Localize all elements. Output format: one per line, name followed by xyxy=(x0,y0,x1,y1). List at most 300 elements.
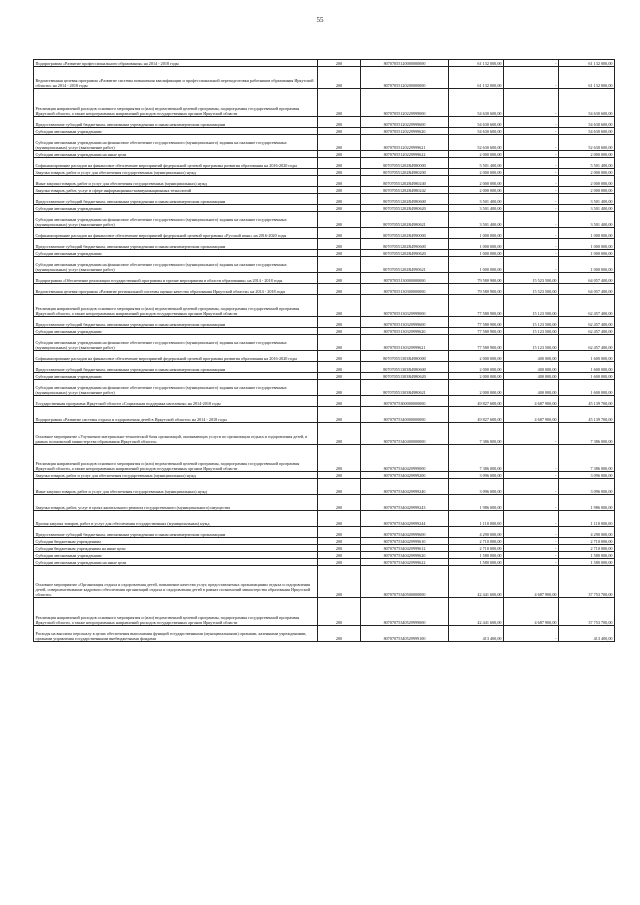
amount-total: 54 630 600,00 xyxy=(449,117,504,128)
admin-code: 200 xyxy=(318,552,361,559)
amount-federal: - xyxy=(504,67,559,89)
admin-code: 200 xyxy=(318,566,361,598)
admin-code: 200 xyxy=(318,495,361,511)
line-item-name: Софинансирование расходов на финансовое обеспечение мероприятий федеральной целевой программы «Русский язык» на 2016-2020 годы xyxy=(34,228,318,239)
amount-federal: - xyxy=(504,472,559,479)
table-row xyxy=(34,598,615,626)
classification-code: 80707075340429999244 xyxy=(361,511,449,527)
table-row xyxy=(34,151,615,158)
admin-code: 200 xyxy=(318,187,361,194)
amount-total: 49 827 600,00 xyxy=(449,396,504,407)
amount-federal: 15 123 500,00 xyxy=(504,335,559,351)
admin-code: 200 xyxy=(318,250,361,257)
amount-total: 61 132 000,00 xyxy=(449,67,504,89)
amount-regional: 1 580 000,00 xyxy=(559,552,615,559)
amount-regional: 62 457 400,00 xyxy=(559,317,615,328)
classification-code: 80707075300000000000 xyxy=(361,396,449,407)
admin-code: 200 xyxy=(318,228,361,239)
amount-regional: 3 096 000,00 xyxy=(559,479,615,495)
amount-federal: - xyxy=(504,151,559,158)
line-item-name: Субсидии автономным учреждениям на финансовое обеспечение государственного (муниципального) задания на оказание государственных (муниципальных) услуг (выполнение работ) xyxy=(34,335,318,351)
line-item-name: Государственная программа Иркутской области «Социальная поддержка населения» на 2014-2018 годы xyxy=(34,396,318,407)
amount-total: 1 986 000,00 xyxy=(449,495,504,511)
amount-federal: - xyxy=(504,176,559,187)
admin-code: 200 xyxy=(318,511,361,527)
line-item-name: Ведомственная целевая программа «Развитие системы повышения квалификации и профессиональной переподготовки работников образования Иркутской области» на 2014 - 2018 годы xyxy=(34,67,318,89)
line-item-name: Основное мероприятие «Организация отдыха и оздоровления детей, повышение качества услуг, предоставляемых организациями отдыха и оздоровления детей, совершенствование кадрового обеспечения организаций отдыха и оздоровления детей в рамках полномочий министерства образования Иркутской области» xyxy=(34,566,318,598)
table-row xyxy=(34,158,615,169)
amount-federal: - xyxy=(504,89,559,117)
amount-regional: 54 630 600,00 xyxy=(559,117,615,128)
classification-code: 80707075340000000000 xyxy=(361,407,449,423)
table-row xyxy=(34,117,615,128)
admin-code: 200 xyxy=(318,273,361,284)
admin-code: 200 xyxy=(318,284,361,295)
admin-code: 200 xyxy=(318,351,361,362)
line-item-name: Расходы на выплаты персоналу в целях обеспечения выполнения функций государственными (муниципальными) органами, казенными учреждениями, органами управления государственными внебюджетными фондами xyxy=(34,626,318,642)
table-row xyxy=(34,545,615,552)
amount-federal: 4 687 900,00 xyxy=(504,396,559,407)
table-row xyxy=(34,407,615,423)
amount-federal: - xyxy=(504,559,559,566)
amount-regional: 61 132 000,00 xyxy=(559,67,615,89)
admin-code: 200 xyxy=(318,60,361,67)
admin-code: 200 xyxy=(318,472,361,479)
amount-regional: 1 000 000,00 xyxy=(559,228,615,239)
table-row xyxy=(34,373,615,380)
amount-regional: 1 600 000,00 xyxy=(559,373,615,380)
admin-code: 200 xyxy=(318,169,361,176)
admin-code: 200 xyxy=(318,538,361,545)
table-row xyxy=(34,423,615,445)
table-row xyxy=(34,538,615,545)
table-row xyxy=(34,128,615,135)
amount-regional: 45 139 700,00 xyxy=(559,407,615,423)
amount-regional: 1 000 000,00 xyxy=(559,257,615,273)
classification-code: 80707055120200000000 xyxy=(361,67,449,89)
classification-code: 80707055130329999000 xyxy=(361,295,449,317)
line-item-name: Предоставление субсидий бюджетным, автономным учреждениям и иным некоммерческим организациям xyxy=(34,317,318,328)
amount-total: 61 132 000,00 xyxy=(449,60,504,67)
amount-regional: 1 600 000,00 xyxy=(559,380,615,396)
amount-regional: 1 580 000,00 xyxy=(559,559,615,566)
admin-code: 200 xyxy=(318,257,361,273)
admin-code: 200 xyxy=(318,559,361,566)
amount-federal: - xyxy=(504,423,559,445)
amount-total: 1 000 000,00 xyxy=(449,228,504,239)
amount-total: 2 000 000,00 xyxy=(449,373,504,380)
classification-code: 80707055130329999621 xyxy=(361,335,449,351)
classification-code: 80707055120229999622 xyxy=(361,151,449,158)
amount-regional: 3 096 000,00 xyxy=(559,472,615,479)
admin-code: 200 xyxy=(318,212,361,228)
amount-total: 3 096 000,00 xyxy=(449,472,504,479)
amount-total: 4 290 000,00 xyxy=(449,527,504,538)
classification-code: 80707075340529999000 xyxy=(361,598,449,626)
line-item-name: Подпрограмма «Развитие профессионального образования» на 2014 - 2018 годы xyxy=(34,60,318,67)
table-row xyxy=(34,257,615,273)
amount-regional: 1 600 000,00 xyxy=(559,362,615,373)
amount-total: 77 580 900,00 xyxy=(449,295,504,317)
classification-code: 80707055120229999000 xyxy=(361,89,449,117)
amount-federal: - xyxy=(504,135,559,151)
amount-total: 2 000 000,00 xyxy=(449,362,504,373)
amount-federal: - xyxy=(504,117,559,128)
amount-federal: - xyxy=(504,445,559,472)
classification-code: 80707075340429999600 xyxy=(361,527,449,538)
classification-code: 807070551202R4980240 xyxy=(361,176,449,187)
admin-code: 200 xyxy=(318,158,361,169)
admin-code: 200 xyxy=(318,117,361,128)
amount-federal: 400 000,00 xyxy=(504,362,559,373)
classification-code: 807070551202R4990620 xyxy=(361,250,449,257)
amount-total: 1 580 000,00 xyxy=(449,552,504,559)
amount-regional: 2 000 000,00 xyxy=(559,187,615,194)
line-item-name: Субсидии автономным учреждениям на финансовое обеспечение государственного (муниципального) задания на оказание государственных (муниципальных) услуг (выполнение работ) xyxy=(34,380,318,396)
amount-federal: - xyxy=(504,239,559,250)
table-row xyxy=(34,527,615,538)
admin-code: 200 xyxy=(318,328,361,335)
table-row xyxy=(34,472,615,479)
classification-code: 807070551202R4980600 xyxy=(361,194,449,205)
line-item-name: Субсидии бюджетным учреждениям xyxy=(34,538,318,545)
classification-code: 80707075340529999100 xyxy=(361,626,449,642)
amount-total: 77 580 900,00 xyxy=(449,328,504,335)
amount-regional: 54 630 600,00 xyxy=(559,89,615,117)
table-row xyxy=(34,89,615,117)
line-item-name: Реализация направлений расходов основного мероприятия и (или) ведомственной целевой программы, подпрограммы государственной программы Иркутской области, а также непрограммных направлений расходов государственных органов Иркутской области xyxy=(34,295,318,317)
amount-total: 79 580 900,00 xyxy=(449,284,504,295)
table-row xyxy=(34,239,615,250)
amount-total: 2 000 000,00 xyxy=(449,380,504,396)
line-item-name: Субсидии автономным учреждениям xyxy=(34,552,318,559)
amount-total: 49 827 600,00 xyxy=(449,407,504,423)
line-item-name: Субсидии автономным учреждениям xyxy=(34,250,318,257)
amount-federal: 4 687 900,00 xyxy=(504,598,559,626)
admin-code: 200 xyxy=(318,423,361,445)
amount-regional: 2 000 000,00 xyxy=(559,169,615,176)
amount-federal: 15 523 500,00 xyxy=(504,284,559,295)
amount-regional: 37 753 700,00 xyxy=(559,598,615,626)
table-row xyxy=(34,362,615,373)
line-item-name: Подпрограмма «Развитие системы отдыха и оздоровления детей в Иркутской области» на 2014 - 2018 годы xyxy=(34,407,318,423)
table-row xyxy=(34,284,615,295)
admin-code: 200 xyxy=(318,176,361,187)
admin-code: 200 xyxy=(318,396,361,407)
amount-federal: - xyxy=(504,60,559,67)
line-item-name: Субсидии автономным учреждениям xyxy=(34,205,318,212)
table-row xyxy=(34,194,615,205)
table-row xyxy=(34,176,615,187)
classification-code: 807070551202R4990600 xyxy=(361,239,449,250)
budget-table-body xyxy=(34,60,615,642)
classification-code: 80707075340500000000 xyxy=(361,566,449,598)
amount-total: 52 630 600,00 xyxy=(449,135,504,151)
admin-code: 200 xyxy=(318,380,361,396)
table-row xyxy=(34,351,615,362)
amount-regional: 1 000 000,00 xyxy=(559,239,615,250)
amount-federal: - xyxy=(504,552,559,559)
admin-code: 200 xyxy=(318,317,361,328)
amount-regional: 3 501 400,00 xyxy=(559,194,615,205)
table-row xyxy=(34,559,615,566)
amount-federal: 4 687 900,00 xyxy=(504,407,559,423)
amount-total: 2 000 000,00 xyxy=(449,187,504,194)
amount-regional: 62 457 400,00 xyxy=(559,328,615,335)
line-item-name: Реализация направлений расходов основного мероприятия и (или) ведомственной целевой программы, подпрограммы государственной программы Иркутской области, а также непрограммных направлений расходов государственных органов Иркутской области xyxy=(34,598,318,626)
amount-federal: 4 687 900,00 xyxy=(504,566,559,598)
amount-regional: 7 386 000,00 xyxy=(559,423,615,445)
admin-code: 200 xyxy=(318,545,361,552)
amount-regional: 1 986 000,00 xyxy=(559,495,615,511)
amount-federal: - xyxy=(504,257,559,273)
amount-federal: - xyxy=(504,527,559,538)
classification-code: 80707075340429999610 xyxy=(361,538,449,545)
amount-regional: 3 501 400,00 xyxy=(559,205,615,212)
classification-code: 80707075340429999612 xyxy=(361,545,449,552)
amount-total: 1 000 000,00 xyxy=(449,250,504,257)
table-row xyxy=(34,328,615,335)
table-row xyxy=(34,295,615,317)
amount-total: 7 386 000,00 xyxy=(449,423,504,445)
amount-regional: 64 057 400,00 xyxy=(559,284,615,295)
admin-code: 200 xyxy=(318,479,361,495)
amount-regional: 4 290 000,00 xyxy=(559,527,615,538)
classification-code: 807070551303R4980620 xyxy=(361,373,449,380)
line-item-name: Предоставление субсидий бюджетным, автономным учреждениям и иным некоммерческим организациям xyxy=(34,362,318,373)
classification-code: 80707055120000000000 xyxy=(361,60,449,67)
classification-code: 807070551202R4990621 xyxy=(361,257,449,273)
amount-regional: 7 386 000,00 xyxy=(559,445,615,472)
amount-total: 2 710 000,00 xyxy=(449,545,504,552)
amount-federal: - xyxy=(504,479,559,495)
classification-code: 80707075340429999000 xyxy=(361,445,449,472)
amount-regional: 1 000 000,00 xyxy=(559,250,615,257)
admin-code: 200 xyxy=(318,67,361,89)
amount-federal: - xyxy=(504,495,559,511)
line-item-name: Субсидии автономным учреждениям на финансовое обеспечение государственного (муниципального) задания на оказание государственных (муниципальных) услуг (выполнение работ) xyxy=(34,212,318,228)
table-row xyxy=(34,335,615,351)
table-row xyxy=(34,67,615,89)
amount-federal: - xyxy=(504,626,559,642)
table-row xyxy=(34,380,615,396)
amount-total: 42 441 600,00 xyxy=(449,598,504,626)
classification-code: 807070551202R4980620 xyxy=(361,205,449,212)
line-item-name: Субсидии автономным учреждениям на иные цели xyxy=(34,559,318,566)
table-row xyxy=(34,626,615,642)
amount-federal: 15 123 500,00 xyxy=(504,295,559,317)
amount-total: 54 630 600,00 xyxy=(449,89,504,117)
amount-regional: 54 630 600,00 xyxy=(559,128,615,135)
table-row xyxy=(34,273,615,284)
classification-code: 807070551303R4980621 xyxy=(361,380,449,396)
line-item-name: Субсидии автономным учреждениям на финансовое обеспечение государственного (муниципального) задания на оказание государственных (муниципальных) услуг (выполнение работ) xyxy=(34,135,318,151)
amount-federal: - xyxy=(504,128,559,135)
amount-total: 1 000 000,00 xyxy=(449,257,504,273)
classification-code: 80707075340429999620 xyxy=(361,552,449,559)
admin-code: 200 xyxy=(318,295,361,317)
amount-total: 42 441 600,00 xyxy=(449,566,504,598)
classification-code: 80707055130300000000 xyxy=(361,284,449,295)
line-item-name: Субсидии бюджетным учреждениям на иные цели xyxy=(34,545,318,552)
amount-regional: 2 710 000,00 xyxy=(559,545,615,552)
line-item-name: Предоставление субсидий бюджетным, автономным учреждениям и иным некоммерческим организациям xyxy=(34,527,318,538)
amount-total: 5 501 400,00 xyxy=(449,158,504,169)
table-row xyxy=(34,135,615,151)
admin-code: 200 xyxy=(318,89,361,117)
table-row xyxy=(34,396,615,407)
admin-code: 200 xyxy=(318,128,361,135)
classification-code: 80707055130329999620 xyxy=(361,328,449,335)
amount-federal: - xyxy=(504,250,559,257)
line-item-name: Закупка товаров, работ, услуг в целях капитального ремонта государственного (муниципального) имущества xyxy=(34,495,318,511)
table-row xyxy=(34,212,615,228)
table-row xyxy=(34,205,615,212)
table-row xyxy=(34,552,615,559)
line-item-name: Субсидии автономным учреждениям xyxy=(34,328,318,335)
budget-table xyxy=(33,59,615,642)
amount-regional: 61 132 000,00 xyxy=(559,60,615,67)
classification-code: 80707055120229999600 xyxy=(361,117,449,128)
admin-code: 200 xyxy=(318,407,361,423)
amount-federal: - xyxy=(504,228,559,239)
line-item-name: Иные закупки товаров, работ и услуг для обеспечения государственных (муниципальных) нужд xyxy=(34,479,318,495)
amount-federal: 400 000,00 xyxy=(504,351,559,362)
table-row xyxy=(34,228,615,239)
amount-regional: 3 501 400,00 xyxy=(559,212,615,228)
classification-code: 807070551303R4980000 xyxy=(361,351,449,362)
amount-total: 77 580 900,00 xyxy=(449,317,504,328)
amount-regional: 2 000 000,00 xyxy=(559,176,615,187)
line-item-name: Софинансирование расходов на финансовое обеспечение мероприятий федеральной целевой программы развития образования на 2016-2020 годы xyxy=(34,158,318,169)
amount-regional: 64 057 400,00 xyxy=(559,273,615,284)
classification-code: 807070551202R4990000 xyxy=(361,228,449,239)
classification-code: 80707055130329999600 xyxy=(361,317,449,328)
table-row xyxy=(34,250,615,257)
amount-regional: 2 000 000,00 xyxy=(559,151,615,158)
line-item-name: Реализация направлений расходов основного мероприятия и (или) ведомственной целевой программы, подпрограммы государственной программы Иркутской области, а также непрограммных направлений расходов государственных органов Иркутской области xyxy=(34,445,318,472)
amount-federal: - xyxy=(504,169,559,176)
classification-code: 80707075340429999243 xyxy=(361,495,449,511)
classification-code: 807070551202R4980242 xyxy=(361,187,449,194)
line-item-name: Предоставление субсидий бюджетным, автономным учреждениям и иным некоммерческим организациям xyxy=(34,117,318,128)
admin-code: 200 xyxy=(318,362,361,373)
classification-code: 807070551303R4980600 xyxy=(361,362,449,373)
table-row xyxy=(34,511,615,527)
amount-total: 2 710 000,00 xyxy=(449,538,504,545)
amount-regional: 2 710 000,00 xyxy=(559,538,615,545)
amount-total: 79 580 900,00 xyxy=(449,273,504,284)
amount-regional: 413 400,00 xyxy=(559,626,615,642)
amount-total: 54 630 600,00 xyxy=(449,128,504,135)
classification-code: 80707075340429999240 xyxy=(361,479,449,495)
line-item-name: Софинансирование расходов на финансовое обеспечение мероприятий федеральной целевой программы развития образования на 2016-2020 годы xyxy=(34,351,318,362)
classification-code: 80707055120229999620 xyxy=(361,128,449,135)
admin-code: 200 xyxy=(318,135,361,151)
amount-federal: - xyxy=(504,194,559,205)
amount-federal: - xyxy=(504,511,559,527)
table-row xyxy=(34,566,615,598)
amount-total: 2 000 000,00 xyxy=(449,169,504,176)
line-item-name: Субсидии автономным учреждениям на финансовое обеспечение государственного (муниципального) задания на оказание государственных (муниципальных) услуг (выполнение работ) xyxy=(34,257,318,273)
amount-total: 3 096 000,00 xyxy=(449,479,504,495)
page-number: 55 xyxy=(316,16,324,24)
classification-code: 80707075340429999622 xyxy=(361,559,449,566)
line-item-name: Подпрограмма «Обеспечение реализации государственной программы и прочие мероприятия в области образования» на 2014 - 2018 годы xyxy=(34,273,318,284)
table-row xyxy=(34,479,615,495)
classification-code: 807070551202R4980621 xyxy=(361,212,449,228)
line-item-name: Субсидии автономным учреждениям на иные цели xyxy=(34,151,318,158)
amount-federal: - xyxy=(504,538,559,545)
amount-regional: 62 457 400,00 xyxy=(559,335,615,351)
admin-code: 200 xyxy=(318,239,361,250)
table-row xyxy=(34,317,615,328)
line-item-name: Реализация направлений расходов основного мероприятия и (или) ведомственной целевой программы, подпрограммы государственной программы Иркутской области, а также непрограммных направлений расходов государственных органов Иркутской области xyxy=(34,89,318,117)
classification-code: 80707055130000000000 xyxy=(361,273,449,284)
amount-regional: 62 457 400,00 xyxy=(559,295,615,317)
table-row xyxy=(34,60,615,67)
amount-regional: 52 630 600,00 xyxy=(559,135,615,151)
admin-code: 200 xyxy=(318,598,361,626)
amount-total: 3 501 400,00 xyxy=(449,212,504,228)
amount-federal: 15 523 500,00 xyxy=(504,273,559,284)
line-item-name: Ведомственная целевая программа «Развитие региональной системы оценки качества образования Иркутской области» на 2014 - 2018 годы xyxy=(34,284,318,295)
amount-total: 2 000 000,00 xyxy=(449,176,504,187)
amount-federal: - xyxy=(504,158,559,169)
admin-code: 200 xyxy=(318,205,361,212)
table-row xyxy=(34,169,615,176)
classification-code: 80707075340400000000 xyxy=(361,423,449,445)
amount-total: 3 501 400,00 xyxy=(449,205,504,212)
admin-code: 200 xyxy=(318,373,361,380)
amount-federal: - xyxy=(504,212,559,228)
admin-code: 200 xyxy=(318,151,361,158)
amount-total: 3 501 400,00 xyxy=(449,194,504,205)
classification-code: 80707055120229999621 xyxy=(361,135,449,151)
admin-code: 200 xyxy=(318,445,361,472)
admin-code: 200 xyxy=(318,335,361,351)
amount-total: 2 000 000,00 xyxy=(449,351,504,362)
line-item-name: Субсидии автономным учреждениям xyxy=(34,373,318,380)
amount-federal: - xyxy=(504,187,559,194)
amount-total: 413 400,00 xyxy=(449,626,504,642)
table-row xyxy=(34,187,615,194)
amount-federal: - xyxy=(504,205,559,212)
amount-federal: 400 000,00 xyxy=(504,373,559,380)
line-item-name: Закупка товаров, работ и услуг для обеспечения государственных (муниципальных) нужд xyxy=(34,169,318,176)
amount-total: 2 000 000,00 xyxy=(449,151,504,158)
line-item-name: Предоставление субсидий бюджетным, автономным учреждениям и иным некоммерческим организациям xyxy=(34,194,318,205)
amount-total: 1 000 000,00 xyxy=(449,239,504,250)
admin-code: 200 xyxy=(318,527,361,538)
line-item-name: Прочая закупка товаров, работ и услуг для обеспечения государственных (муниципальных) нужд xyxy=(34,511,318,527)
line-item-name: Субсидии автономным учреждениям xyxy=(34,128,318,135)
line-item-name: Закупка товаров, работ и услуг для обеспечения государственных (муниципальных) нужд xyxy=(34,472,318,479)
amount-regional: 45 139 700,00 xyxy=(559,396,615,407)
admin-code: 200 xyxy=(318,626,361,642)
line-item-name: Предоставление субсидий бюджетным, автономным учреждениям и иным некоммерческим организациям xyxy=(34,239,318,250)
classification-code: 807070551202R4980200 xyxy=(361,169,449,176)
line-item-name: Иные закупки товаров, работ и услуг для обеспечения государственных (муниципальных) нужд xyxy=(34,176,318,187)
amount-total: 1 580 000,00 xyxy=(449,559,504,566)
amount-total: 77 580 900,00 xyxy=(449,335,504,351)
line-item-name: Закупка товаров, работ, услуг в сфере информационно-коммуникационных технологий xyxy=(34,187,318,194)
amount-federal: 15 123 500,00 xyxy=(504,328,559,335)
line-item-name: Основное мероприятие «Улучшение материально-технической базы организаций, оказывающих услуги по организации отдыха и оздоровления детей, в рамках полномочий министерства образования Иркутской области» xyxy=(34,423,318,445)
table-row xyxy=(34,445,615,472)
amount-regional: 37 753 700,00 xyxy=(559,566,615,598)
amount-regional: 5 501 400,00 xyxy=(559,158,615,169)
